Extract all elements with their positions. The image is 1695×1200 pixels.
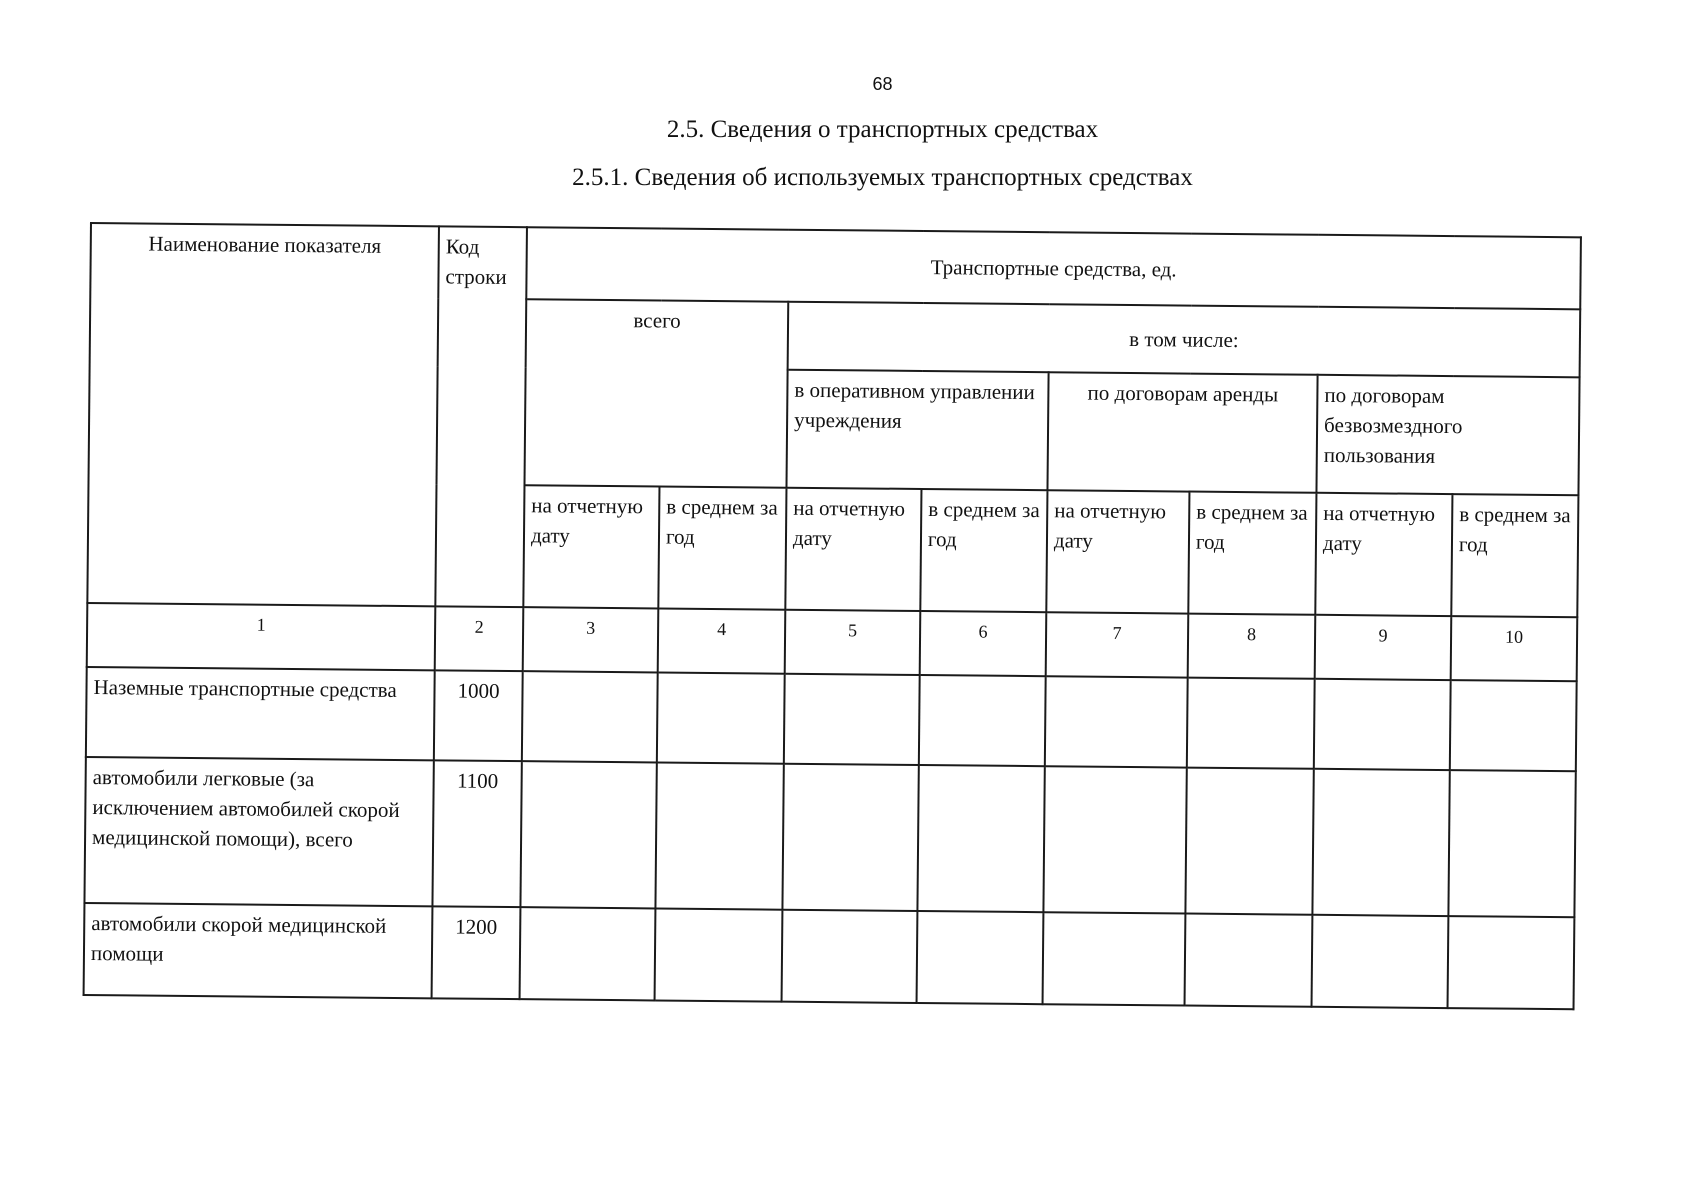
column-number: 7 <box>1046 612 1189 677</box>
value-cell[interactable] <box>1450 680 1577 771</box>
row-code: 1000 <box>434 670 523 761</box>
value-cell[interactable] <box>919 675 1046 766</box>
transport-table <box>83 222 1582 1010</box>
value-cell[interactable] <box>1043 766 1186 913</box>
section-title: 2.5. Сведения о транспортных средствах <box>666 116 1099 143</box>
header-on-date: на отчетную дату <box>1315 493 1452 616</box>
subsection-title: 2.5.1. Сведения об используемых транспортных средствах <box>572 164 1193 191</box>
value-cell[interactable] <box>917 765 1044 912</box>
header-avg-year: в среднем за год <box>1451 494 1578 617</box>
value-cell[interactable] <box>917 911 1044 1004</box>
value-cell[interactable] <box>784 674 920 765</box>
column-number: 5 <box>785 610 921 675</box>
value-cell[interactable] <box>782 764 918 911</box>
page-number: 68 <box>872 74 893 94</box>
header-including: в том числе: <box>788 302 1581 378</box>
header-indicator-name: Наименование показателя <box>87 223 439 606</box>
value-cell[interactable] <box>655 762 783 909</box>
column-number: 10 <box>1451 616 1578 681</box>
value-cell[interactable] <box>520 761 656 908</box>
value-cell[interactable] <box>1448 770 1575 917</box>
header-lease-agreements: по договорам аренды <box>1047 372 1317 493</box>
value-cell[interactable] <box>1312 769 1449 916</box>
header-operative-management: в оперативном управлении учреждения <box>786 370 1048 490</box>
header-row-code: Код строки <box>435 226 527 607</box>
column-number: 3 <box>523 607 659 672</box>
column-number: 1 <box>87 603 436 670</box>
header-on-date: на отчетную дату <box>785 488 921 611</box>
column-number: 6 <box>920 611 1047 676</box>
header-total: всего <box>524 299 788 488</box>
row-code: 1100 <box>432 760 521 907</box>
table-row <box>84 757 1575 917</box>
column-number: 9 <box>1315 615 1452 680</box>
value-cell[interactable] <box>520 907 656 1000</box>
value-cell[interactable] <box>655 908 783 1001</box>
value-cell[interactable] <box>1187 678 1315 769</box>
header-transport-units: Транспортные средства, ед. <box>526 227 1581 309</box>
column-number: 4 <box>658 608 786 673</box>
value-cell[interactable] <box>1185 768 1313 915</box>
value-cell[interactable] <box>1043 912 1186 1005</box>
row-name: Наземные транспортные средства <box>86 667 435 760</box>
value-cell[interactable] <box>522 671 658 762</box>
value-cell[interactable] <box>782 910 918 1003</box>
header-avg-year: в среднем за год <box>658 486 786 609</box>
value-cell[interactable] <box>1045 676 1188 767</box>
table-row <box>84 903 1575 1009</box>
transport-table-wrapper <box>83 222 1582 1010</box>
header-row-1 <box>90 223 1581 309</box>
row-name: автомобили скорой медицинской помощи <box>84 903 433 998</box>
value-cell[interactable] <box>1448 916 1575 1009</box>
value-cell[interactable] <box>1312 915 1449 1008</box>
header-free-use-agreements: по договорам безвозмездного пользования <box>1316 375 1579 496</box>
value-cell[interactable] <box>1185 914 1313 1007</box>
row-code: 1200 <box>432 906 521 999</box>
row-name: автомобили легковые (за исключением автомобилей скорой медицинской помощи), всего <box>84 757 433 906</box>
value-cell[interactable] <box>657 672 785 763</box>
header-on-date: на отчетную дату <box>523 485 659 608</box>
column-number: 8 <box>1188 614 1316 679</box>
column-number: 2 <box>435 606 524 671</box>
header-avg-year: в среднем за год <box>920 489 1047 612</box>
table-row <box>86 667 1577 771</box>
header-avg-year: в среднем за год <box>1188 492 1316 615</box>
header-on-date: на отчетную дату <box>1046 490 1189 613</box>
value-cell[interactable] <box>1314 679 1451 770</box>
